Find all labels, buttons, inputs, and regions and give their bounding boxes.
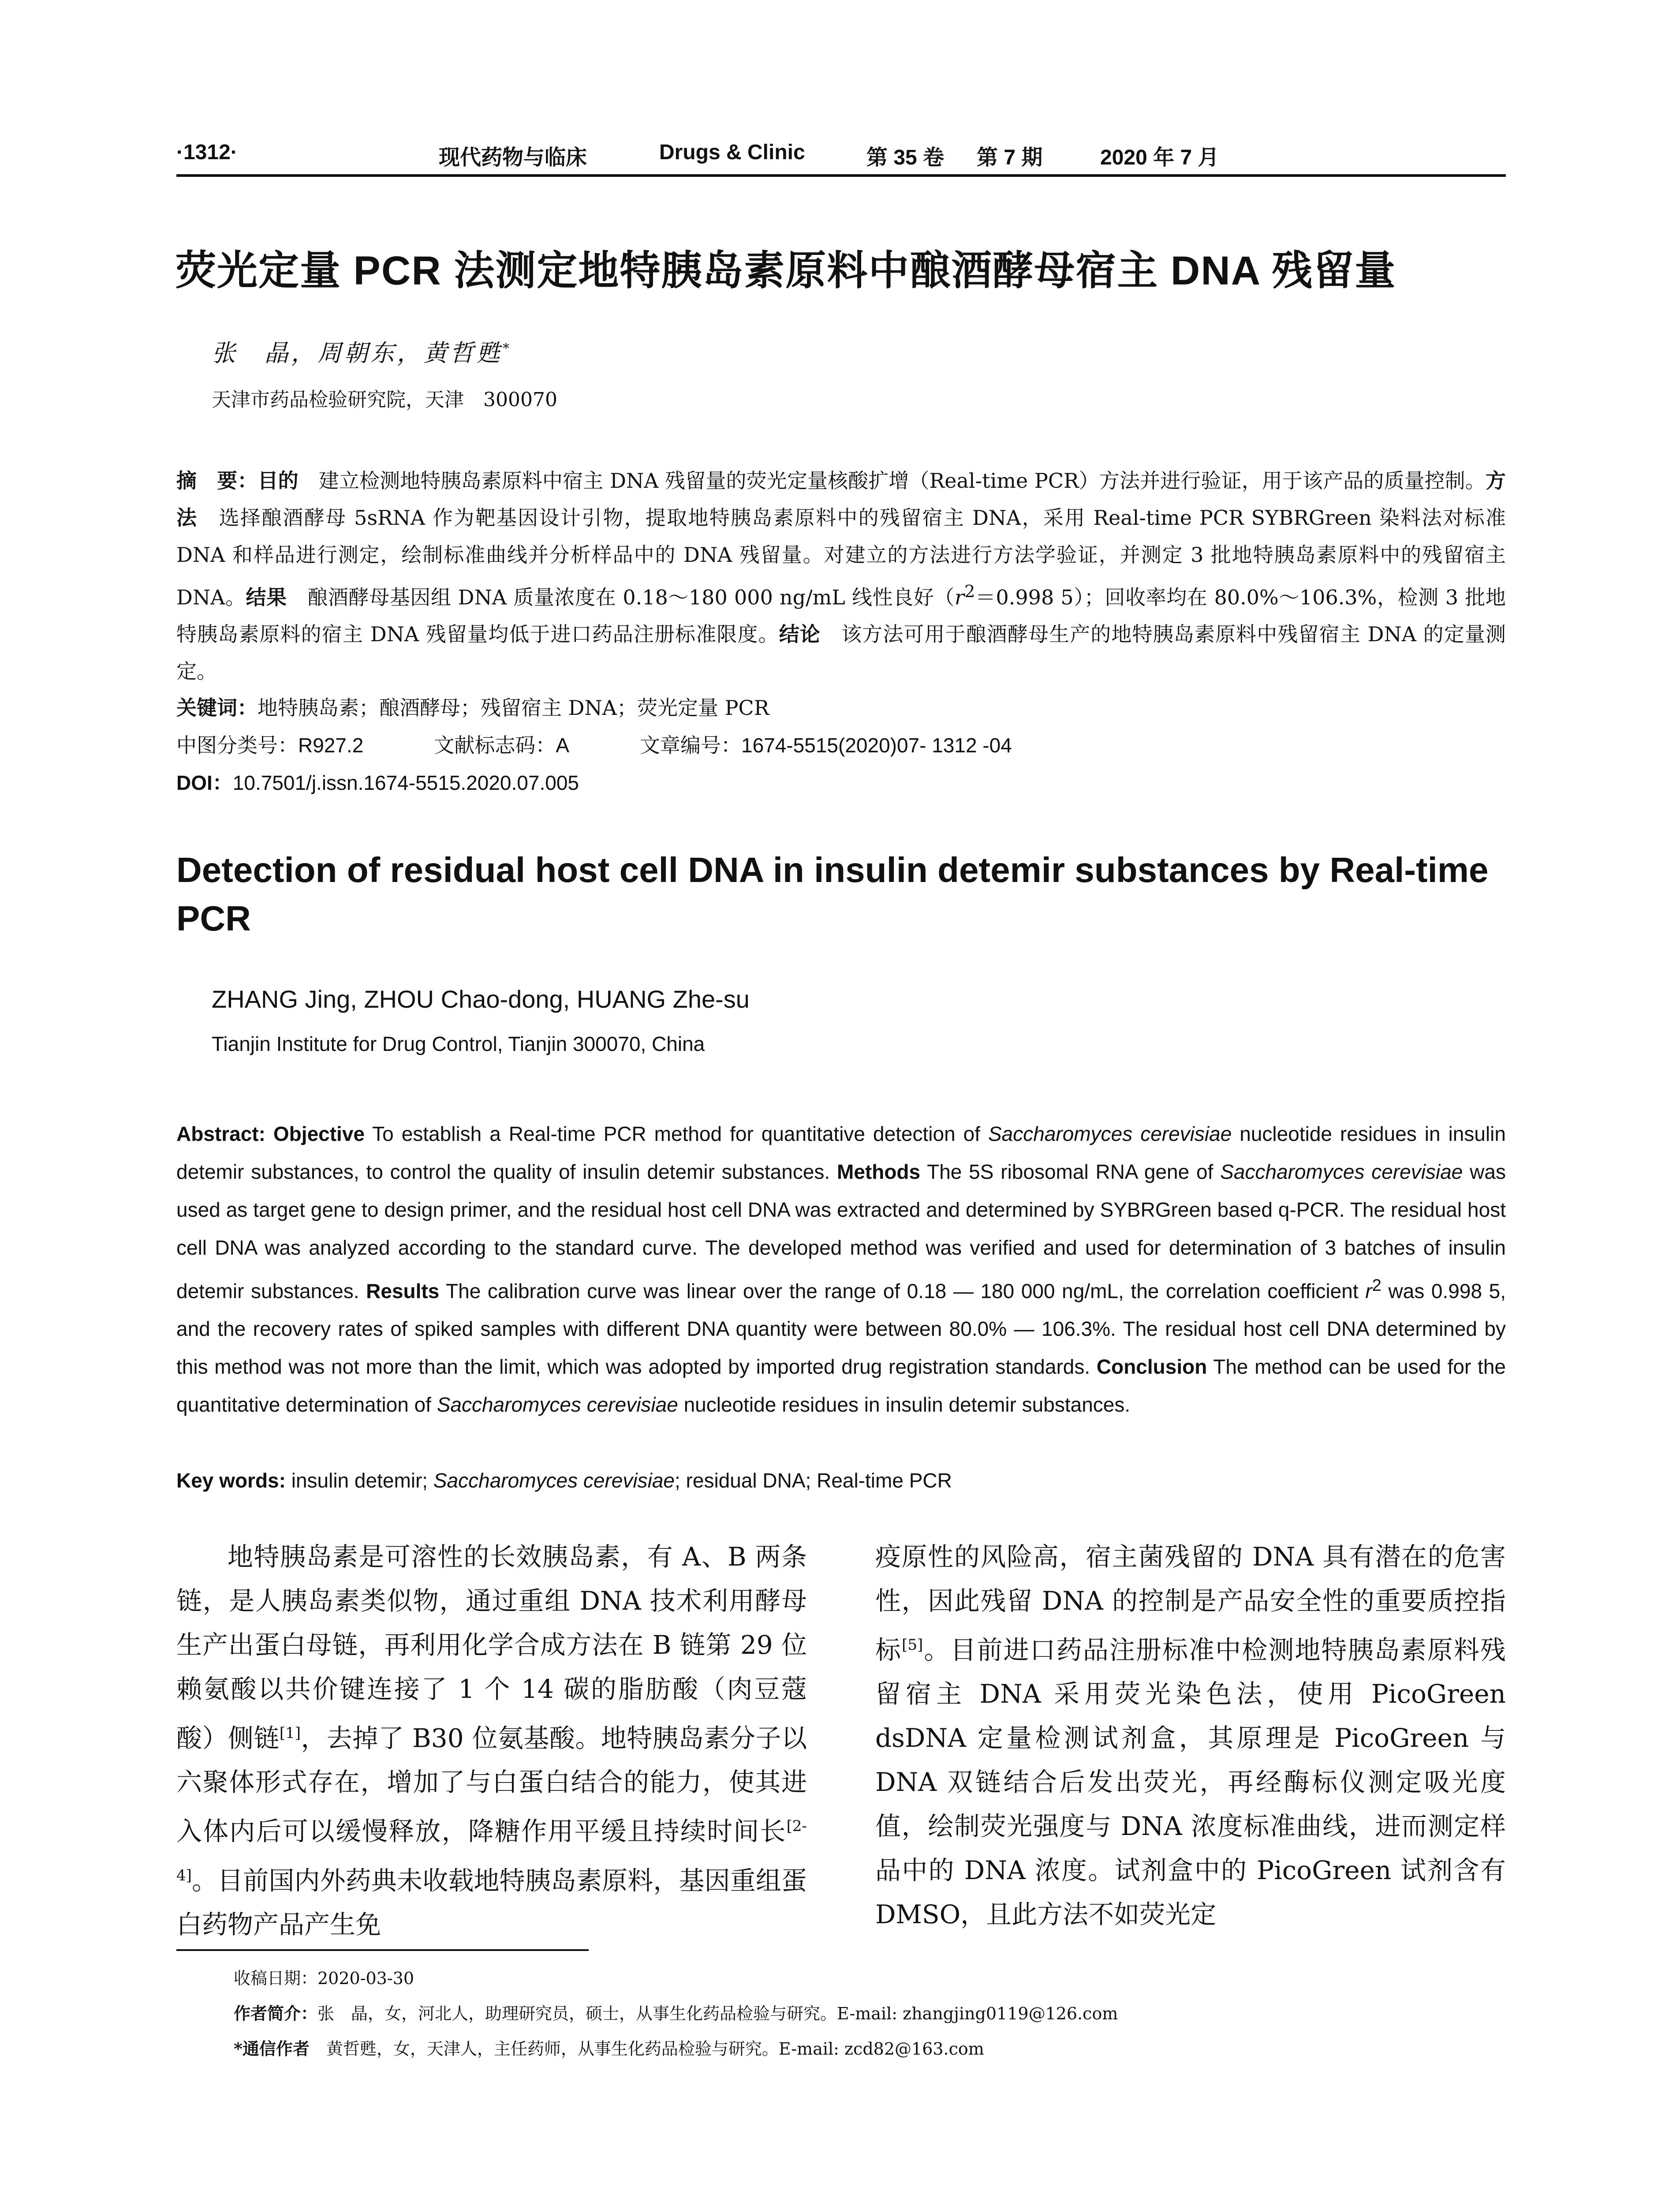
affiliation-cn: 天津市药品检验研究院，天津 300070 <box>212 389 557 411</box>
conclusion-cn: 该方法可用于酿酒酵母生产的地特胰岛素原料中残留宿主 DNA 的定量测定。 <box>176 622 1506 684</box>
results-cn-a: 酿酒酵母基因组 DNA 质量浓度在 0.18～180 000 ng/mL 线性良好（ <box>287 585 955 609</box>
issue-date: 2020 年 7 月 <box>1100 146 1219 169</box>
body-right-a: 疫原性的风险高，宿主菌残留的 DNA 具有潜在的危害性，因此残留 DNA 的控制是产品安全性的重要质控指标 <box>875 1542 1506 1665</box>
keywords-en-a: insulin detemir; <box>291 1469 433 1492</box>
abstract-en <box>176 1115 1506 1424</box>
conclusion-cn-label: 结论 <box>779 623 821 646</box>
doi-value: 10.7501/j.issn.1674-5515.2020.07.005 <box>232 771 579 794</box>
keywords-en-label: Key words: <box>176 1469 291 1492</box>
conclusion-en-label: Conclusion <box>1096 1355 1207 1379</box>
body-right-b: 。目前进口药品注册标准中检测地特胰岛素原料残留宿主 DNA 采用荧光染色法，使用 PicoGreen dsDNA 定量检测试剂盒，其原理是 PicoGreen 与 DNA 双链结合后发出荧光，再经酶标仪测定吸光度值，绘制荧光强度与 DNA 浓度标准曲线，进而测定样品中的 DNA 浓度。试剂盒中的 PicoGreen 试剂含有 DMSO，且此方法不如荧光定 <box>875 1635 1506 1930</box>
issue: 第 7 期 <box>977 146 1043 169</box>
article-number-label: 文章编号： <box>640 734 742 757</box>
doc-code-value: A <box>556 734 570 757</box>
body-left-b: ，去掉了 B30 位氨基酸。地特胰岛素分子以六聚体形式存在，增加了与白蛋白结合的能力，使其进入体内后可以缓慢释放，降糖作用平缓且持续时间长 <box>176 1723 807 1846</box>
volume: 第 35 卷 <box>866 146 945 169</box>
citation-2-4: [2-4] <box>176 1817 807 1884</box>
body-left-c: 。目前国内外药典未收载地特胰岛素原料，基因重组蛋白药物产品产生免 <box>176 1865 807 1940</box>
results-en-r: r <box>1365 1279 1372 1303</box>
results-cn-b: ＝0.998 5）；回收率均在 80.0%～106.3%，检测 3 批地特胰岛素原料的宿主 DNA 残留量均低于进口药品注册标准限度。 <box>176 585 1506 647</box>
journal-name-en: Drugs & Clinic <box>659 141 805 164</box>
footnote-author-label: 作者简介： <box>234 2003 318 2023</box>
running-header <box>0 140 1680 170</box>
keywords-en <box>176 1462 1506 1499</box>
keywords-cn-text: 地特胰岛素；酿酒酵母；残留宿主 DNA；荧光定量 PCR <box>258 696 769 720</box>
conclusion-en-b: nucleotide residues in insulin detemir substances. <box>678 1393 1131 1416</box>
footnote-author-text: 张 晶，女，河北人，助理研究员，硕士，从事生化药品检验与研究。E-mail: zhangjing0119@126.com <box>317 2004 1118 2023</box>
classification-line <box>176 730 1506 761</box>
header-rule <box>176 174 1506 177</box>
footnote-author <box>234 2000 1118 2024</box>
keywords-cn-label: 关键词： <box>176 696 258 719</box>
title-en: Detection of residual host cell DNA in insulin detemir substances by Real-time PCR <box>176 850 1489 938</box>
affiliation-en: Tianjin Institute for Drug Control, Tianjin 300070, China <box>212 1032 705 1055</box>
methods-en-a: The 5S ribosomal RNA gene of <box>920 1160 1221 1183</box>
body-column-left <box>176 1535 807 1947</box>
footnote-corresponding <box>234 2035 984 2059</box>
authors-cn <box>212 334 512 368</box>
clc-label: 中图分类号： <box>176 734 298 757</box>
species-en-2: Saccharomyces cerevisiae <box>1220 1160 1463 1183</box>
article-number-value: 1674-5515(2020)07- 1312 -04 <box>741 734 1012 757</box>
clc-value: R927.2 <box>298 734 364 757</box>
results-cn-r-sup: 2 <box>964 582 975 602</box>
corresponding-mark: * <box>503 341 512 356</box>
citation-1: [1] <box>279 1724 301 1742</box>
footnote-rule <box>176 1949 589 1951</box>
abstract-en-label: Abstract: <box>176 1122 273 1145</box>
objective-en-label: Objective <box>273 1122 365 1145</box>
citation-5: [5] <box>902 1636 923 1654</box>
species-en-3: Saccharomyces cerevisiae <box>437 1393 678 1416</box>
objective-cn: 建立检测地特胰岛素原料中宿主 DNA 残留量的荧光定量核酸扩增（Real-time PCR）方法并进行验证，用于该产品的质量控制。 <box>298 469 1486 493</box>
conclusion-en-a: The method can be used for the quantitative determination of <box>176 1355 1506 1416</box>
results-cn-r: r <box>954 585 964 609</box>
doc-code-label: 文献标志码： <box>434 734 556 757</box>
doi-label: DOI： <box>176 771 233 794</box>
results-en-r-sup: 2 <box>1372 1276 1381 1295</box>
journal-name-cn: 现代药物与临床 <box>439 145 587 170</box>
body-left-a: 地特胰岛素是可溶性的长效胰岛素，有 A、B 两条链，是人胰岛素类似物，通过重组 DNA 技术利用酵母生产出蛋白母链，再利用化学合成方法在 B 链第 29 位赖氨酸以共价键连接了 1 个 14 碳的脂肪酸（肉豆蔻酸）侧链 <box>176 1542 807 1753</box>
results-cn-label: 结果 <box>246 586 287 609</box>
keywords-en-species: Saccharomyces cerevisiae <box>433 1469 675 1492</box>
footnote-received: 收稿日期：2020-03-30 <box>234 1969 414 1988</box>
objective-cn-label: 目的 <box>258 469 299 492</box>
keywords-en-b: ; residual DNA; Real-time PCR <box>674 1469 952 1492</box>
methods-en-b: was used as target gene to design primer, and the residual host cell DNA was extracted and determined by SYBRGreen based q-PCR. The residual host cell DNA was analyzed according to the standard curve. The developed method was verified and used for determination of 3 batches of insulin detemir substances. <box>176 1160 1506 1303</box>
footnote-corresponding-text: 黄哲甦，女，天津人，主任药师，从事生化药品检验与研究。E-mail: zcd82@163.com <box>309 2039 984 2059</box>
abstract-cn-label: 摘 要： <box>176 469 258 492</box>
keywords-cn <box>176 692 1506 723</box>
abstract-cn <box>176 462 1506 690</box>
results-en-label: Results <box>366 1279 440 1303</box>
doi-line <box>176 767 1506 798</box>
body-column-right <box>875 1535 1506 1936</box>
species-en-1: Saccharomyces cerevisiae <box>988 1122 1232 1145</box>
authors-en: ZHANG Jing, ZHOU Chao-dong, HUANG Zhe-su <box>212 985 750 1013</box>
objective-en-a: To establish a Real-time PCR method for quantitative detection of <box>365 1122 988 1145</box>
methods-cn: 选择酿酒酵母 5sRNA 作为靶基因设计引物，提取地特胰岛素原料中的残留宿主 DNA，采用 Real-time PCR SYBRGreen 染料法对标准 DNA 和样品进行测定，绘制标准曲线并分析样品中的 DNA 残留量。对建立的方法进行方法学验证，并测定 3 批地特胰岛素原料中的残留宿主 DNA。 <box>176 506 1506 609</box>
title-cn: 荧光定量 PCR 法测定地特胰岛素原料中酿酒酵母宿主 DNA 残留量 <box>175 248 1396 293</box>
objective-en-b: nucleotide residues in insulin detemir substances, to control the quality of insulin detemir substances. <box>176 1122 1506 1183</box>
author-names-cn: 张 晶，周朝东，黄哲甦 <box>212 339 503 367</box>
results-en-a: The calibration curve was linear over the range of 0.18 — 180 000 ng/mL, the correlation coefficient <box>439 1279 1366 1303</box>
footnote-corresponding-label: *通信作者 <box>234 2039 310 2059</box>
results-en-b: was 0.998 5, and the recovery rates of spiked samples with different DNA quantity were between 80.0% — 106.3%. The residual host cell DNA determined by this method was not more than the limit, which was adopted by imported drug registration standards. <box>176 1279 1506 1379</box>
page-number: ·1312· <box>176 141 238 164</box>
methods-cn-label: 方法 <box>176 469 1506 529</box>
methods-en-label: Methods <box>837 1160 921 1183</box>
